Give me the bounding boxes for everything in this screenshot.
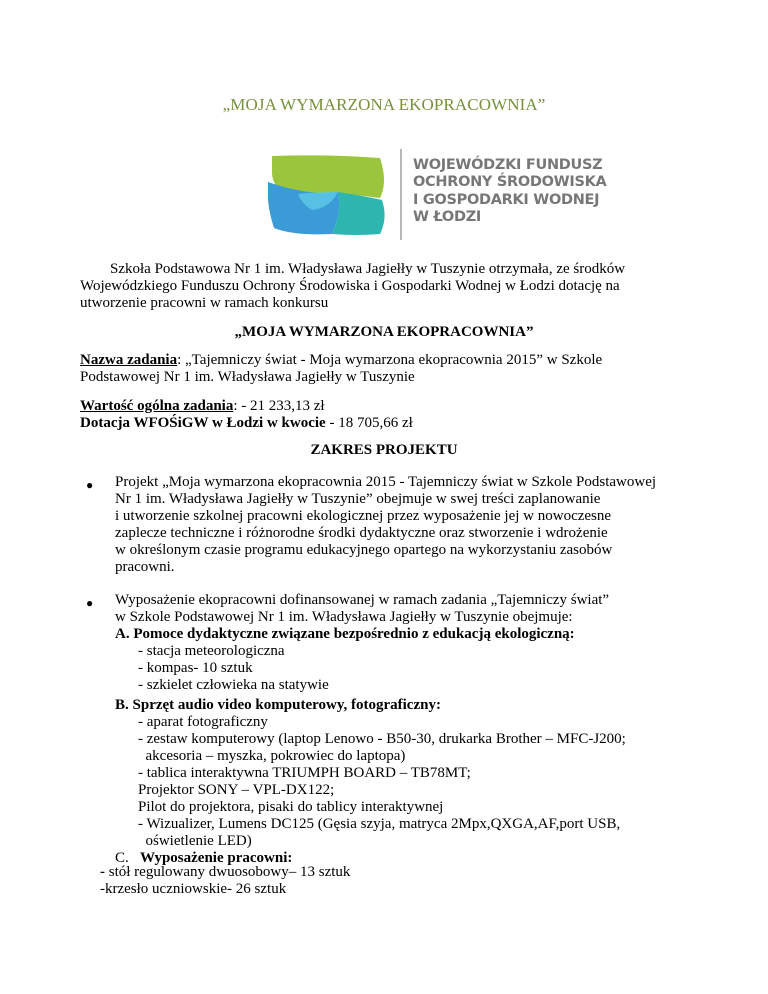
section-b-item: - zestaw komputerowy (laptop Lenowo - B50-30, drukarka Brother – MFC-J200; bbox=[138, 731, 626, 747]
task-line1: : „Tajemniczy świat - Moja wymarzona ekopracownia 2015” w Szkole bbox=[177, 352, 603, 368]
bullet1-line: Nr 1 im. Władysława Jagiełły w Tuszynie” obejmuje w swej treści zaplanowanie bbox=[115, 491, 601, 507]
logo-line: OCHRONY ŚRODOWISKA bbox=[413, 174, 607, 191]
intro-line: Wojewódzkiego Funduszu Ochrony Środowiska i Gospodarki Wodnej w Łodzi dotację na bbox=[80, 278, 620, 294]
section-a-item: - stacja meteorologiczna bbox=[138, 643, 285, 659]
bullet2-line: w Szkole Podstawowej Nr 1 im. Władysława Jagiełły w Tuszynie obejmuje: bbox=[115, 609, 573, 625]
task-value bbox=[80, 398, 720, 432]
bullet-icon: ● bbox=[86, 596, 94, 610]
section-b-item: - Wizualizer, Lumens DC125 (Gęsia szyja, matryca 2Mpx,QXGA,AF,port USB, bbox=[138, 816, 621, 832]
logo-line: I GOSPODARKI WODNEJ bbox=[413, 191, 600, 208]
intro-line: Szkoła Podstawowa Nr 1 im. Władysława Jagiełły w Tuszynie otrzymała, ze środków bbox=[110, 261, 626, 277]
grant-text: - 18 705,66 zł bbox=[325, 415, 413, 431]
task-name bbox=[80, 352, 720, 386]
section-a-heading: A. Pomoce dydaktyczne związane bezpośrednio z edukacją ekologiczną: bbox=[115, 626, 575, 642]
section-a-item: - kompas- 10 sztuk bbox=[138, 660, 253, 676]
section-b-item: Pilot do projektora, pisaki do tablicy interaktywnej bbox=[138, 799, 444, 815]
bullet1-line: pracowni. bbox=[115, 559, 175, 575]
section-b-item: oświetlenie LED) bbox=[138, 833, 252, 849]
logo-line: WOJEWÓDZKI FUNDUSZ bbox=[413, 157, 603, 173]
section-b-item: - aparat fotograficzny bbox=[138, 714, 268, 730]
section-c-dash: - bbox=[100, 864, 109, 880]
task-label: Nazwa zadania bbox=[80, 352, 178, 368]
section-b-item: - tablica interaktywna TRIUMPH BOARD – TB78MT; bbox=[138, 765, 471, 781]
section-b-item: Projektor SONY – VPL-DX122; bbox=[138, 782, 335, 798]
section-a-item: - szkielet człowieka na statywie bbox=[138, 677, 329, 693]
logo-line: W ŁODZI bbox=[413, 209, 482, 226]
bullet1-line: i utworzenie szkolnej pracowni ekologicznej przez wyposażenie jej w nowoczesne bbox=[115, 508, 612, 524]
value-text: : - 21 233,13 zł bbox=[233, 398, 325, 414]
section-c-heading: Wyposażenie pracowni: bbox=[140, 850, 293, 866]
section-c-item: -krzesło uczniowskie- 26 sztuk bbox=[100, 881, 287, 897]
competition-heading: „MOJA WYMARZONA EKOPRACOWNIA” bbox=[234, 324, 534, 340]
bullet1-line: w określonym czasie programu edukacyjnego opartego na wykorzystaniu zasobów bbox=[115, 542, 613, 558]
value-label: Wartość ogólna zadania bbox=[80, 398, 234, 414]
logo-divider bbox=[400, 149, 402, 240]
wfosigw-logo-icon bbox=[268, 152, 392, 236]
grant-label: Dotacja WFOŚiGW w Łodzi w kwocie bbox=[80, 415, 326, 431]
bullet-2-text bbox=[115, 592, 715, 867]
task-line2: Podstawowej Nr 1 im. Władysława Jagiełły w Tuszynie bbox=[80, 369, 415, 385]
intro-paragraph bbox=[80, 261, 700, 312]
logo-text bbox=[413, 157, 606, 227]
section-b-heading: B. Sprzęt audio video komputerowy, fotograficzny: bbox=[115, 697, 441, 713]
section-c-item: stół regulowany dwuosobowy– 13 sztuk bbox=[108, 864, 351, 880]
bullet-icon: ● bbox=[86, 478, 94, 492]
section-b-item: akcesoria – myszka, pokrowiec do laptopa) bbox=[138, 748, 406, 764]
scope-heading: ZAKRES PROJEKTU bbox=[310, 442, 458, 458]
intro-line: utworzenie pracowni w ramach konkursu bbox=[80, 295, 329, 311]
document-title: „MOJA WYMARZONA EKOPRACOWNIA” bbox=[222, 95, 546, 114]
bullet-1-text bbox=[115, 474, 715, 576]
section-c-prefix: C. bbox=[115, 850, 141, 866]
bullet1-line: Projekt „Moja wymarzona ekopracownia 2015 - Tajemniczy świat w Szkole Podstawowej bbox=[115, 474, 657, 490]
bullet1-line: zaplecze techniczne i różnorodne środki dydaktyczne oraz stworzenie i wdrożenie bbox=[115, 525, 608, 541]
bullet2-line: Wyposażenie ekopracowni dofinansowanej w ramach zadania „Tajemniczy świat” bbox=[115, 592, 610, 608]
section-c-list bbox=[100, 864, 700, 898]
